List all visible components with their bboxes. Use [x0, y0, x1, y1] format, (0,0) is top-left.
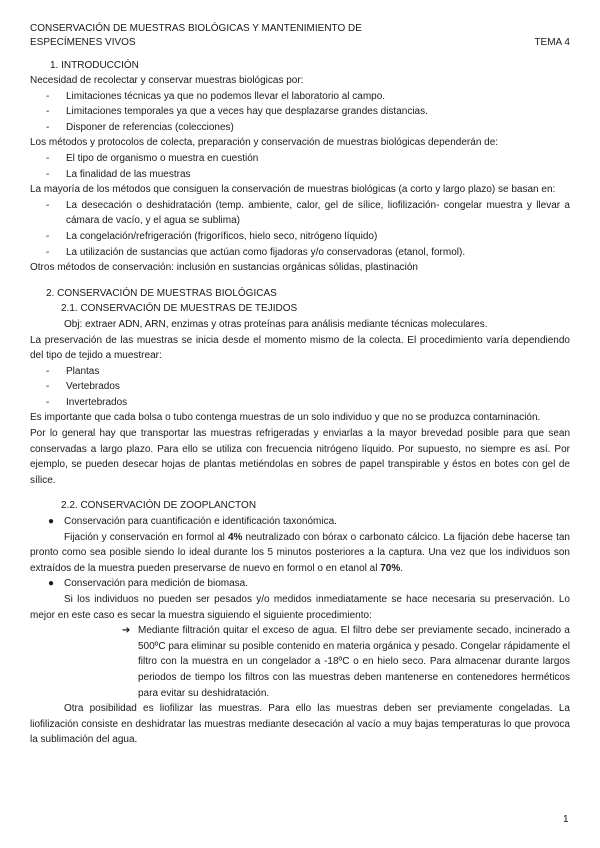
document-title-line2: ESPECÍMENES VIVOS — [30, 37, 136, 48]
paragraph: Otros métodos de conservación: inclusión en sustancias orgánicas sólidas, plastinación — [30, 262, 418, 274]
paragraph: La mayoría de los métodos que consiguen la conservación de muestras biológicas (a corto y largo plazo) se basan en: — [30, 184, 556, 196]
paragraph: Los métodos y protocolos de colecta, preparación y conservación de muestras biológicas dependerán de: — [30, 137, 499, 149]
list-item: - La congelación/refrigeración (frigoríficos, hielo seco, nitrógeno líquido) — [46, 230, 378, 242]
list-item: - Vertebrados — [46, 381, 120, 393]
heading-section-2: 2. CONSERVACIÓN DE MUESTRAS BIOLÓGICAS — [46, 287, 277, 299]
document-page — [30, 22, 570, 748]
heading-section-2-2: 2.2. CONSERVACIÓN DE ZOOPLANCTON — [61, 500, 257, 512]
list-item: - Limitaciones técnicas ya que no podemos llevar el laboratorio al campo. — [46, 90, 386, 102]
list-item: - Disponer de referencias (colecciones) — [46, 121, 234, 133]
list-item: - El tipo de organismo o muestra en cuestión — [46, 152, 259, 164]
list-item: - Limitaciones temporales ya que a veces hay que desplazarse grandes distancias. — [46, 106, 428, 118]
arrow-icon: ➔ — [122, 625, 131, 637]
list-item: - La finalidad de las muestras — [46, 168, 191, 180]
paragraph: Necesidad de recolectar y conservar muestras biológicas por: — [30, 75, 304, 86]
list-item: - La utilización de sustancias que actúan como fijadoras y/o conservadoras (etanol, formol). — [46, 246, 466, 258]
paragraph-objetivo: Obj: extraer ADN, ARN, enzimas y otras proteínas para análisis mediante técnicas moleculares. — [64, 318, 488, 330]
document-title-line1: CONSERVACIÓN DE MUESTRAS BIOLÓGICAS Y MANTENIMIENTO DE — [30, 23, 362, 34]
paragraph: Es importante que cada bolsa o tubo contenga muestras de un solo individuo y que no se produzca contaminación. — [30, 412, 541, 424]
paragraph: Por lo general hay que transportar las muestras refrigeradas y enviarlas a la mayor brevedad posible para que sean conservadas a largo plazo. Para ello se utiliza con frecuencia nitrógeno líquido. Por supuesto, no siempre es así. Por ejemplo, se pueden desecar hojas de plantas metiéndolas en sobres de papel transpirable y éstos en botes con gel de sílice. — [30, 428, 570, 486]
paragraph: La preservación de las muestras se inicia desde el momento mismo de la colecta. El procedimiento varía dependiendo del tipo de tejido a muestrear: — [30, 334, 570, 362]
bullet-item: ● Conservación para cuantificación e identificación taxonómica. — [48, 516, 337, 528]
paragraph: Si los individuos no pueden ser pesados y/o medidos inmediatamente se hace necesaria su preservación. Lo mejor en este caso es secar la muestra siguiendo el siguiente procedimiento: — [30, 594, 570, 621]
arrow-list-item: ➔ Mediante filtración quitar el exceso de agua. El filtro debe ser previamente secado, incinerado a 500ºC para eliminar su posible contenido en materia orgánica y pesado. Congelar rápidamente el filtro con la muestra en un congelador a -18ºC o en hielo seco. Para almacenar durante largos periodos de tiempo los filtros con las muestras deben mantenerse en contenedores herméticos para evitar su deshidratación. — [122, 625, 570, 699]
list-item: - Invertebrados — [46, 396, 128, 408]
paragraph: Otra posibilidad es liofilizar las muestras. Para ello las muestras deben ser previamente congeladas. La liofilización consiste en deshidratar las muestras mediante desecación al vacío a muy bajas temperaturas lo que provoca la sublimación del agua. — [30, 703, 570, 746]
document-header — [30, 22, 570, 50]
heading-section-2-1: 2.1. CONSERVACIÓN DE MUESTRAS DE TEJIDOS — [61, 303, 298, 315]
tema-label: TEMA 4 — [534, 37, 570, 48]
list-item: - Plantas — [46, 365, 100, 377]
page-number: 1 — [563, 814, 569, 825]
heading-introduccion: 1. INTRODUCCIÓN — [50, 60, 139, 71]
paragraph: Fijación y conservación en formol al 4% neutralizado con bórax o carbonato cálcico. La fijación debe hacerse tan pronto como sea posible siendo lo ideal durante los 5 minutos posteriores a la captura. Una vez que los individuos son extraídos de la muestra pueden preservarse de nuevo en formol o en etanol al 70%. — [30, 531, 570, 574]
bullet-item: ● Conservación para medición de biomasa. — [48, 578, 248, 590]
list-item: - La desecación o deshidratación (temp. ambiente, calor, gel de sílice, liofilización- congelar muestra y llevar a cámara de vacío, y el agua se sublima) — [46, 199, 570, 227]
